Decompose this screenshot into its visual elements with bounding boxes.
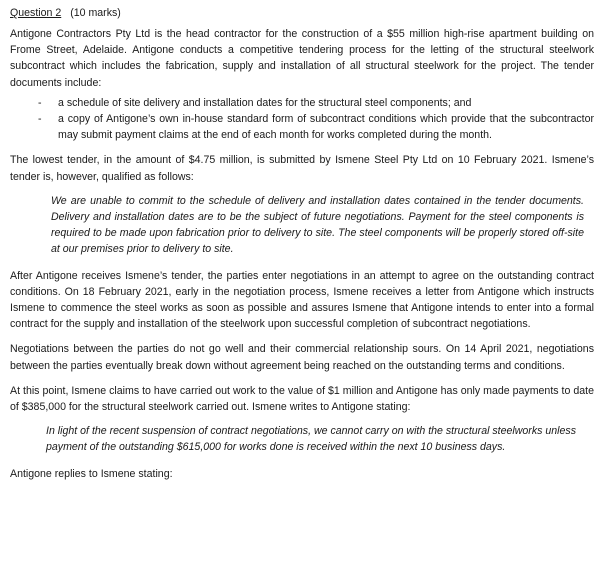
qualification-quote: We are unable to commit to the schedule of delivery and installation dates contained in the tender documents. Delivery and installation dates are to be the subject of future negotiations. Payment for the steel components is required to be made upon fabrication prior to delivery to site. The steel components will be properly stored off-site at our premises prior to delivery to site. [51, 194, 584, 256]
question-number: Question 2 [10, 7, 62, 19]
dash-marker: - [38, 96, 42, 109]
list-item [38, 95, 594, 111]
list-item-text: a schedule of site delivery and installation dates for the structural steel components; and [58, 96, 472, 109]
document-page [10, 5, 594, 491]
claims-paragraph: At this point, Ismene claims to have carried out work to the value of $1 million and Antigone has only made payments to date of $385,000 for the structural steelwork carried out. Ismene writes to Antigone stating: [10, 384, 594, 414]
question-heading [10, 5, 594, 21]
lowest-tender-paragraph: The lowest tender, in the amount of $4.75 million, is submitted by Ismene Steel Pty Ltd on 10 February 2021. Ismene’s tender is, however, qualified as follows: [10, 154, 594, 183]
after-receipt-paragraph: After Antigone receives Ismene’s tender, the parties enter negotiations in an attempt to agree on the outstanding contract conditions. On 18 February 2021, early in the negotiation process, Ismene receives a letter from Antigone which instructs Ismene to commence the steel works as soon as possible and assures Ismene that Antigone intends to enter into a formal contract for the supply and installation of the steelwork upon successful completion of subcontract negotiations. [10, 269, 594, 331]
negotiations-paragraph: Negotiations between the parties do not go well and their commercial relationship sours. On 14 April 2021, negotiations between the parties eventually break down without agreement being reached on the outstanding terms and conditions. [10, 343, 594, 372]
question-marks: (10 marks) [70, 7, 121, 19]
list-item-text: a copy of Antigone’s own in-house standard form of subcontract conditions which provide that the subcontractor may submit payment claims at the end of each month for works completed during the month. [58, 113, 594, 142]
list-item [38, 111, 594, 143]
reply-paragraph: Antigone replies to Ismene stating: [10, 467, 173, 480]
dash-marker: - [38, 113, 42, 126]
tender-documents-list [10, 95, 594, 144]
intro-paragraph: Antigone Contractors Pty Ltd is the head contractor for the construction of a $55 million high-rise apartment building on Frome Street, Adelaide. Antigone conducts a competitive tendering process for the letting of the structural steelwork subcontract which includes the fabrication, supply and installation of all structural steelwork for the project. The tender documents include: [10, 28, 594, 89]
ismene-quote: In light of the recent suspension of contract negotiations, we cannot carry on with the structural steelworks unless payment of the outstanding $615,000 for works done is received within the next 10 business days. [46, 425, 576, 454]
